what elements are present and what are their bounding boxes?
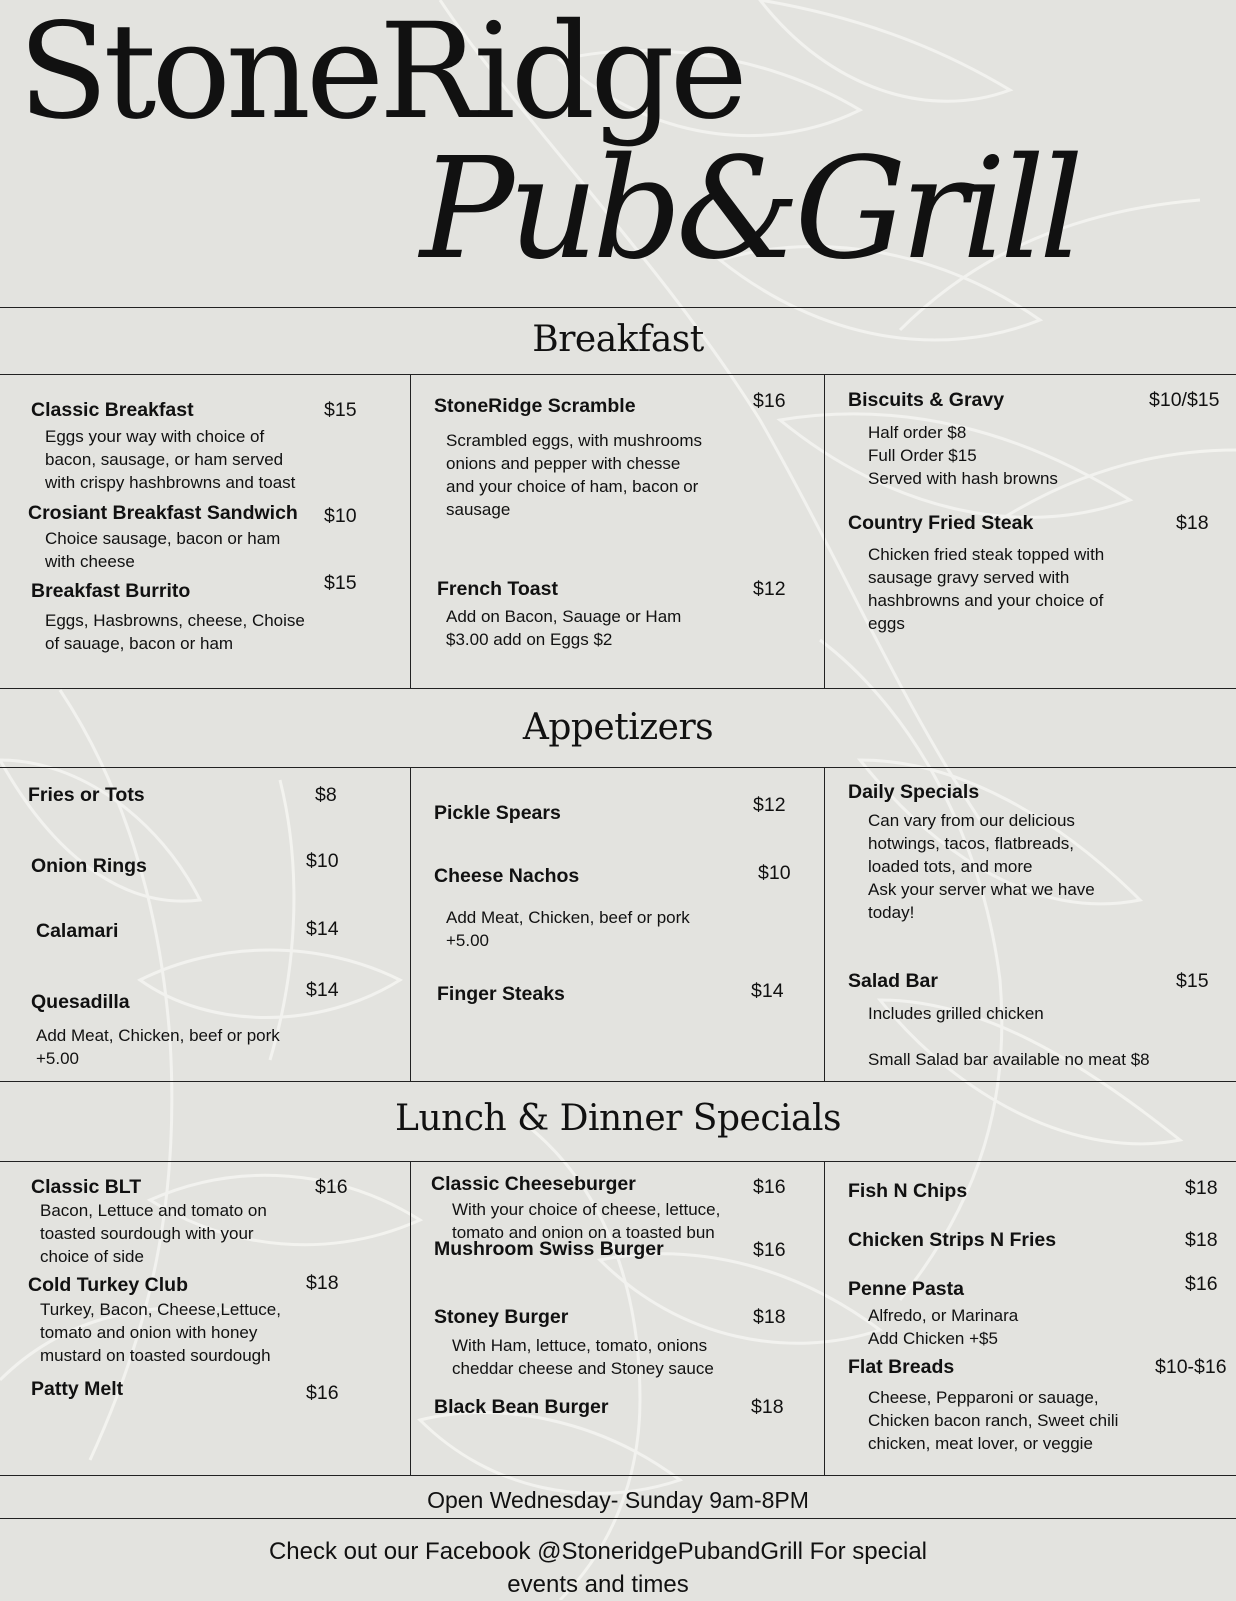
- item-price: $18: [1176, 512, 1209, 534]
- item-description: Can vary from our delicious hotwings, tacos, flatbreads, loaded tots, and more Ask your server what we have today!: [868, 811, 1095, 922]
- restaurant-subtitle: Pub&Grill: [420, 128, 1078, 291]
- item-description: Turkey, Bacon, Cheese,Lettuce, tomato and onion with honey mustard on toasted sourdough: [40, 1300, 281, 1365]
- column-divider: [410, 767, 411, 1081]
- item-description: Scrambled eggs, with mushrooms onions and pepper with chesse and your choice of ham, bacon or sausage: [446, 431, 703, 519]
- item-description: Half order $8 Full Order $15 Served with hash browns: [868, 423, 1058, 488]
- item-price: $12: [753, 794, 786, 816]
- item-price: $10-$16: [1155, 1356, 1227, 1378]
- divider: [0, 307, 1236, 308]
- item-price: $16: [306, 1382, 339, 1404]
- item-name: Classic Breakfast: [31, 399, 194, 421]
- item-description: Bacon, Lettuce and tomato on toasted sourdough with your choice of side: [40, 1201, 267, 1266]
- item-name: Patty Melt: [31, 1378, 124, 1400]
- item-price: $15: [324, 572, 357, 594]
- item-name: Mushroom Swiss Burger: [434, 1238, 664, 1260]
- item-price: $14: [306, 918, 339, 940]
- restaurant-name: StoneRidge: [18, 0, 743, 149]
- divider: [0, 1161, 1236, 1162]
- item-name: Cheese Nachos: [434, 865, 580, 887]
- item-price: $8: [315, 784, 337, 806]
- divider: [0, 1518, 1236, 1519]
- item-name: Stoney Burger: [434, 1306, 569, 1328]
- item-description: Add Meat, Chicken, beef or pork +5.00: [36, 1026, 280, 1068]
- item-name: Classic Cheeseburger: [431, 1173, 636, 1195]
- section-title-appetizers: Appetizers: [522, 707, 714, 748]
- item-price: $18: [306, 1272, 339, 1294]
- item-description: With Ham, lettuce, tomato, onions cheddar cheese and Stoney sauce: [452, 1336, 714, 1378]
- item-description: Add on Bacon, Sauage or Ham $3.00 add on Eggs $2: [446, 607, 682, 649]
- item-name: Salad Bar: [848, 970, 938, 992]
- item-name: Breakfast Burrito: [31, 580, 191, 602]
- item-price: $16: [753, 390, 786, 412]
- item-price: $16: [753, 1176, 786, 1198]
- item-description: Eggs your way with choice of bacon, sausage, or ham served with crispy hashbrowns and toast: [45, 427, 296, 492]
- item-name: Flat Breads: [848, 1356, 955, 1378]
- item-name: Cold Turkey Club: [28, 1274, 188, 1296]
- item-name: StoneRidge Scramble: [434, 395, 636, 417]
- item-price: $15: [1176, 970, 1209, 992]
- item-description: Alfredo, or Marinara Add Chicken +$5: [868, 1306, 1019, 1348]
- item-name: Chicken Strips N Fries: [848, 1229, 1057, 1251]
- item-description: Eggs, Hasbrowns, cheese, Choise of sauage, bacon or ham: [45, 611, 305, 653]
- item-price: $16: [753, 1239, 786, 1261]
- item-price: $14: [751, 980, 784, 1002]
- item-description: Choice sausage, bacon or ham with cheese: [45, 529, 281, 571]
- item-price: $12: [753, 578, 786, 600]
- item-description: Add Meat, Chicken, beef or pork +5.00: [446, 908, 690, 950]
- item-name: Finger Steaks: [437, 983, 565, 1005]
- divider: [0, 688, 1236, 689]
- item-name: Crosiant Breakfast Sandwich: [28, 502, 298, 524]
- item-price: $10: [306, 850, 339, 872]
- item-name: Country Fried Steak: [848, 512, 1034, 534]
- item-name: Fries or Tots: [28, 784, 145, 806]
- item-description: With your choice of cheese, lettuce, tomato and onion on a toasted bun: [452, 1200, 721, 1242]
- item-price: $18: [753, 1306, 786, 1328]
- item-price: $15: [324, 399, 357, 421]
- item-name: Classic BLT: [31, 1176, 142, 1198]
- column-divider: [410, 374, 411, 688]
- item-name: Onion Rings: [31, 855, 147, 877]
- column-divider: [824, 1161, 825, 1475]
- facebook-note: Check out our Facebook @StoneridgePubandGrill For special events and times: [268, 1538, 928, 1598]
- column-divider: [824, 374, 825, 688]
- item-name: Quesadilla: [31, 991, 130, 1013]
- item-price: $10: [324, 505, 357, 527]
- divider: [0, 1475, 1236, 1476]
- column-divider: [410, 1161, 411, 1475]
- item-price: $18: [751, 1396, 784, 1418]
- item-price: $10/$15: [1149, 389, 1220, 411]
- item-price: $18: [1185, 1229, 1218, 1251]
- item-name: Penne Pasta: [848, 1278, 964, 1300]
- section-title-lunch-dinner: Lunch & Dinner Specials: [395, 1098, 841, 1139]
- item-name: Pickle Spears: [434, 802, 561, 824]
- item-price: $16: [1185, 1273, 1218, 1295]
- opening-hours: Open Wednesday- Sunday 9am-8PM: [427, 1487, 809, 1513]
- item-price: $14: [306, 979, 339, 1001]
- section-title-breakfast: Breakfast: [532, 319, 704, 360]
- item-name: Calamari: [36, 920, 119, 942]
- item-name: French Toast: [437, 578, 558, 600]
- item-price: $10: [758, 862, 791, 884]
- divider: [0, 374, 1236, 375]
- item-description: Includes grilled chicken Small Salad bar available no meat $8: [868, 1004, 1150, 1069]
- item-name: Daily Specials: [848, 781, 980, 803]
- item-description: Chicken fried steak topped with sausage gravy served with hashbrowns and your choice of eggs: [868, 545, 1105, 633]
- divider: [0, 767, 1236, 768]
- column-divider: [824, 767, 825, 1081]
- item-name: Biscuits & Gravy: [848, 389, 1005, 411]
- divider: [0, 1081, 1236, 1082]
- item-name: Fish N Chips: [848, 1180, 968, 1202]
- item-description: Cheese, Pepparoni or sauage, Chicken bacon ranch, Sweet chili chicken, meat lover, or veggie: [868, 1388, 1119, 1453]
- item-name: Black Bean Burger: [434, 1396, 609, 1418]
- item-price: $18: [1185, 1177, 1218, 1199]
- item-price: $16: [315, 1176, 348, 1198]
